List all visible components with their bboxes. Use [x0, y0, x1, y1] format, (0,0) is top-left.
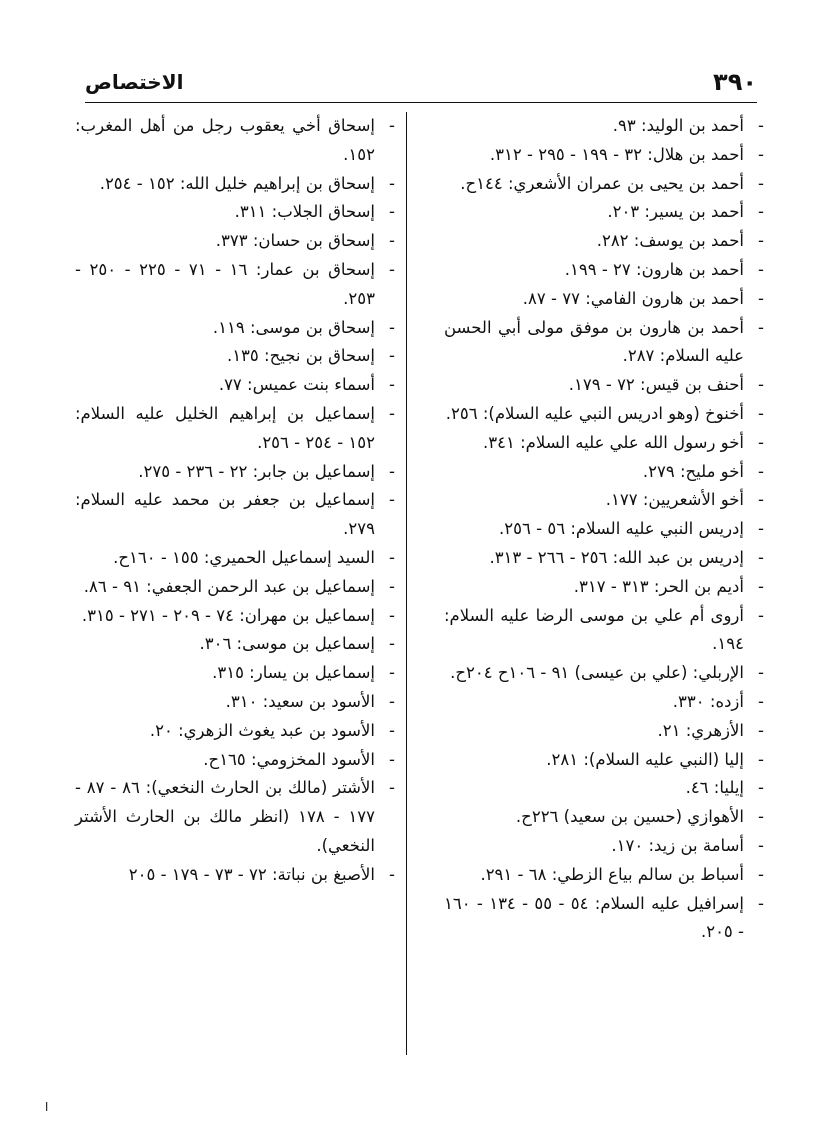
entry-dash: - [389, 749, 395, 769]
entry-dash: - [758, 605, 764, 625]
entry-text: إسحاق بن إبراهيم خليل الله: ١٥٢ - ٢٥٤. [99, 173, 375, 193]
entry-dash: - [389, 720, 395, 740]
entry-dash: - [389, 778, 395, 798]
index-entry [75, 861, 395, 890]
entry-text: إسماعيل بن يسار: ٣١٥. [212, 663, 375, 683]
entry-dash: - [758, 663, 764, 683]
index-entry [75, 717, 395, 746]
entry-text: أسماء بنت عميس: ٧٧. [218, 375, 375, 395]
entry-text: الأزهري: ٢١. [657, 720, 744, 740]
entry-text: أخو الأشعريين: ١٧٧. [605, 490, 744, 510]
index-entry [444, 717, 764, 746]
page-header [85, 68, 757, 102]
column-divider [406, 112, 407, 1055]
entry-text: إسحاق بن حسان: ٣٧٣. [215, 231, 375, 251]
entry-text: الإربلي: (علي بن عيسى) ٩١ - ١٠٦ح ٢٠٤ح. [450, 663, 744, 683]
entry-dash: - [758, 403, 764, 423]
index-entry [444, 429, 764, 458]
entry-dash: - [758, 749, 764, 769]
index-entry [444, 371, 764, 400]
index-entry [75, 371, 395, 400]
entry-dash: - [389, 691, 395, 711]
entry-text: إسرافيل عليه السلام: ٥٤ - ٥٥ - ١٣٤ - ١٦٠ - ٢٠٥. [444, 893, 744, 942]
index-entry [444, 227, 764, 256]
header-rule [85, 102, 757, 103]
index-entry [75, 659, 395, 688]
entry-text: إسحاق بن عمار: ١٦ - ٧١ - ٢٢٥ - ٢٥٠ - ٢٥٣. [75, 259, 375, 308]
entry-text: أزده: ٣٣٠. [672, 691, 744, 711]
entry-text: أحمد بن هارون: ٢٧ - ١٩٩. [564, 259, 744, 279]
entry-text: أروى أم علي بن موسى الرضا عليه السلام: ١٩٤. [444, 605, 744, 654]
entry-dash: - [389, 576, 395, 596]
entry-dash: - [389, 259, 395, 279]
entry-text: أحمد بن هارون بن موفق مولى أبي الحسن عليه السلام: ٢٨٧. [444, 317, 744, 366]
index-entry [75, 573, 395, 602]
entry-dash: - [389, 317, 395, 337]
index-entry [444, 659, 764, 688]
index-entry [444, 515, 764, 544]
index-entry [75, 774, 395, 860]
entry-text: إسماعيل بن موسى: ٣٠٦. [199, 634, 375, 654]
index-column-left [75, 112, 395, 890]
index-entry [75, 256, 395, 314]
index-entry [444, 170, 764, 199]
entry-text: أديم بن الحر: ٣١٣ - ٣١٧. [573, 576, 744, 596]
index-entry [75, 458, 395, 487]
index-entry [444, 573, 764, 602]
entry-dash: - [389, 231, 395, 251]
index-entry [75, 342, 395, 371]
index-entry [75, 486, 395, 544]
entry-dash: - [389, 116, 395, 135]
entry-dash: - [758, 202, 764, 222]
entry-dash: - [389, 663, 395, 683]
entry-text: إدريس النبي عليه السلام: ٥٦ - ٢٥٦. [499, 519, 744, 539]
entry-text: إسماعيل بن جعفر بن محمد عليه السلام: ٢٧٩. [75, 490, 375, 539]
entry-text: إسحاق بن موسى: ١١٩. [212, 317, 375, 337]
entry-text: إسحاق بن نجيح: ١٣٥. [226, 346, 375, 366]
entry-text: إسماعيل بن جابر: ٢٢ - ٢٣٦ - ٢٧٥. [138, 461, 375, 481]
entry-dash: - [389, 173, 395, 193]
index-entry [444, 803, 764, 832]
entry-dash: - [758, 490, 764, 510]
entry-text: أحمد بن هارون الفامي: ٧٧ - ٨٧. [522, 288, 744, 308]
entry-text: أحمد بن الوليد: ٩٣. [612, 116, 744, 135]
index-entry [444, 832, 764, 861]
index-entry [444, 861, 764, 890]
entry-text: إيليا: ٤٦. [685, 778, 744, 798]
entry-text: إسماعيل بن إبراهيم الخليل عليه السلام: ١٥٢ - ٢٥٤ - ٢٥٦. [75, 403, 375, 452]
entry-text: أخو مليح: ٢٧٩. [642, 461, 744, 481]
index-entry [444, 458, 764, 487]
index-entry [75, 400, 395, 458]
entry-text: أخنوخ (وهو ادريس النبي عليه السلام): ٢٥٦. [445, 403, 744, 423]
index-entry [444, 198, 764, 227]
entry-text: السيد إسماعيل الحميري: ١٥٥ - ١٦٠ح. [113, 547, 375, 567]
index-entry [444, 688, 764, 717]
entry-dash: - [758, 288, 764, 308]
entry-dash: - [758, 576, 764, 596]
index-entry [75, 112, 395, 170]
entry-dash: - [758, 375, 764, 395]
entry-dash: - [389, 634, 395, 654]
entry-dash: - [758, 864, 764, 884]
entry-text: أحمد بن يوسف: ٢٨٢. [596, 231, 744, 251]
index-entry [75, 314, 395, 343]
entry-dash: - [758, 807, 764, 827]
entry-dash: - [758, 720, 764, 740]
entry-dash: - [389, 547, 395, 567]
entry-dash: - [389, 346, 395, 366]
index-entry [75, 170, 395, 199]
entry-text: إسماعيل بن عبد الرحمن الجعفي: ٩١ - ٨٦. [83, 576, 375, 596]
entry-dash: - [758, 835, 764, 855]
index-entry [444, 746, 764, 775]
entry-text: الأهوازي (حسين بن سعيد) ٢٢٦ح. [515, 807, 744, 827]
entry-dash: - [389, 864, 395, 884]
index-entry [75, 544, 395, 573]
entry-text: إسحاق الجلاب: ٣١١. [234, 202, 375, 222]
entry-dash: - [758, 519, 764, 539]
entry-text: أخو رسول الله علي عليه السلام: ٣٤١. [483, 432, 744, 452]
index-entry [444, 256, 764, 285]
index-column-right [444, 112, 764, 947]
entry-dash: - [758, 893, 764, 913]
index-entry [75, 688, 395, 717]
entry-dash: - [389, 375, 395, 395]
entry-text: إدريس بن عبد الله: ٢٥٦ - ٢٦٦ - ٣١٣. [489, 547, 744, 567]
index-entry [444, 112, 764, 141]
entry-dash: - [389, 403, 395, 423]
entry-dash: - [389, 461, 395, 481]
entry-dash: - [389, 490, 395, 510]
index-entry [444, 400, 764, 429]
entry-text: أسامة بن زيد: ١٧٠. [611, 835, 744, 855]
page-number: ٣٩٠ [713, 68, 757, 96]
entry-text: الأسود بن عبد يغوث الزهري: ٢٠. [149, 720, 375, 740]
index-entry [444, 314, 764, 372]
entry-dash: - [389, 202, 395, 222]
index-entry [444, 285, 764, 314]
entry-dash: - [758, 259, 764, 279]
entry-text: إسماعيل بن مهران: ٧٤ - ٢٠٩ - ٢٧١ - ٣١٥. [81, 605, 375, 625]
index-entry [444, 774, 764, 803]
index-entry [444, 141, 764, 170]
entry-text: أحمد بن يسير: ٢٠٣. [607, 202, 744, 222]
entry-dash: - [758, 547, 764, 567]
index-entry [75, 630, 395, 659]
index-entry [75, 198, 395, 227]
entry-text: أحمد بن يحيى بن عمران الأشعري: ١٤٤ح. [460, 173, 744, 193]
entry-text: أسباط بن سالم بياع الزطي: ٦٨ - ٢٩١. [480, 864, 744, 884]
entry-text: الأشتر (مالك بن الحارث النخعي): ٨٦ - ٨٧ - ١٧٧ - ١٧٨ (انظر مالك بن الحارث الأشتر النخعي). [75, 778, 375, 855]
entry-text: الأصبغ بن نباتة: ٧٢ - ٧٣ - ١٧٩ - ٢٠٥ [128, 864, 375, 884]
index-entry [75, 746, 395, 775]
index-entry [444, 602, 764, 660]
entry-dash: - [758, 231, 764, 251]
entry-text: أحمد بن هلال: ٣٢ - ١٩٩ - ٢٩٥ - ٣١٢. [489, 144, 744, 164]
entry-text: الأسود المخزومي: ١٦٥ح. [203, 749, 375, 769]
entry-dash: - [758, 461, 764, 481]
entry-text: أحنف بن قيس: ٧٢ - ١٧٩. [568, 375, 744, 395]
entry-dash: - [758, 778, 764, 798]
running-title: الاختصاص [85, 70, 184, 94]
index-entry [444, 890, 764, 948]
entry-dash: - [758, 317, 764, 337]
entry-dash: - [758, 173, 764, 193]
entry-text: إسحاق أخي يعقوب رجل من أهل المغرب: ١٥٢. [75, 116, 375, 164]
entry-dash: - [758, 116, 764, 135]
index-entry [444, 486, 764, 515]
index-entry [444, 544, 764, 573]
entry-dash: - [758, 691, 764, 711]
index-entry [75, 227, 395, 256]
entry-text: الأسود بن سعيد: ٣١٠. [225, 691, 375, 711]
entry-dash: - [389, 605, 395, 625]
entry-dash: - [758, 144, 764, 164]
entry-dash: - [758, 432, 764, 452]
footer-mark: ا [45, 1100, 49, 1114]
entry-text: إليا (النبي عليه السلام): ٢٨١. [546, 749, 744, 769]
index-entry [75, 602, 395, 631]
